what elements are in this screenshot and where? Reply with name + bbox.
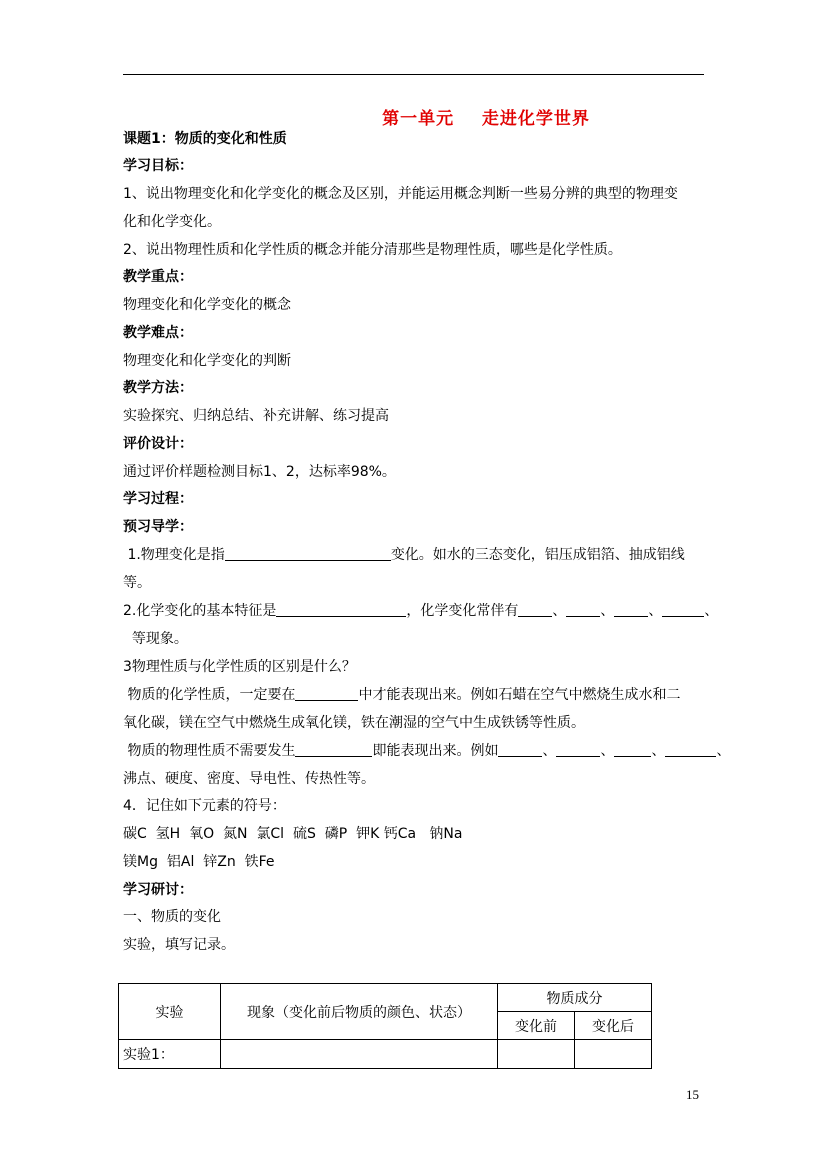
separator: 、 bbox=[600, 603, 615, 619]
blank-2 bbox=[276, 602, 406, 617]
goal-1-line-b: 化和化学变化。 bbox=[123, 214, 221, 230]
question-2 bbox=[123, 602, 718, 620]
separator: 、 bbox=[542, 743, 557, 759]
header-composition: 物质成分 bbox=[498, 984, 652, 1012]
blank-1 bbox=[225, 546, 391, 561]
question-3-chem-prefix: 物质的化学性质，一定要在 bbox=[123, 687, 296, 703]
method-text: 实验探究、归纳总结、补充讲解、练习提高 bbox=[123, 408, 389, 424]
question-1-cont: 等。 bbox=[123, 575, 151, 591]
key-text: 物理变化和化学变化的概念 bbox=[123, 297, 291, 313]
separator: 、 bbox=[600, 743, 615, 759]
process-heading: 学习过程： bbox=[123, 491, 193, 507]
header-after: 变化后 bbox=[575, 1012, 652, 1040]
lesson-title: 课题1：物质的变化和性质 bbox=[123, 131, 287, 147]
header-phenomenon: 现象（变化前后物质的颜色、状态） bbox=[221, 984, 498, 1040]
blank-11 bbox=[614, 742, 651, 757]
eval-text: 通过评价样题检测目标1、2，达标率98%。 bbox=[123, 464, 396, 480]
experiment-intro: 实验，填写记录。 bbox=[123, 937, 235, 953]
separator: 、 bbox=[716, 743, 731, 759]
key-heading: 教学重点： bbox=[123, 269, 193, 285]
separator: 、 bbox=[648, 603, 663, 619]
blank-7 bbox=[295, 686, 358, 701]
page-number: 15 bbox=[686, 1087, 699, 1102]
row-1-after bbox=[575, 1040, 652, 1069]
question-1-prefix: 1.物理变化是指 bbox=[123, 547, 225, 563]
header-before: 变化前 bbox=[498, 1012, 575, 1040]
question-3-phys-prefix: 物质的物理性质不需要发生 bbox=[123, 743, 296, 759]
section-1-heading: 一、物质的变化 bbox=[123, 909, 221, 925]
preview-heading: 预习导学： bbox=[123, 519, 193, 535]
question-4: 4．记住如下元素的符号： bbox=[123, 798, 286, 814]
goals-heading: 学习目标： bbox=[123, 158, 193, 174]
question-2-cont: 等现象。 bbox=[123, 631, 188, 647]
blank-8 bbox=[295, 742, 372, 757]
goal-1-line-a: 1、说出物理变化和化学变化的概念及区别，并能运用概念判断一些易分辨的典型的物理变 bbox=[123, 186, 678, 202]
study-heading: 学习研讨： bbox=[123, 882, 193, 898]
blank-9 bbox=[498, 742, 542, 757]
elements-row-2: 镁Mg 铝Al 锌Zn 铁Fe bbox=[123, 854, 275, 870]
question-3-chem-cont: 氧化碳，镁在空气中燃烧生成氧化镁，铁在潮湿的空气中生成铁锈等性质。 bbox=[123, 715, 585, 731]
goal-2: 2、说出物理性质和化学性质的概念并能分清那些是物理性质，哪些是化学性质。 bbox=[123, 242, 622, 258]
blank-10 bbox=[556, 742, 600, 757]
blank-5 bbox=[614, 602, 648, 617]
unit-title: 第一单元 走进化学世界 bbox=[382, 109, 590, 129]
method-heading: 教学方法： bbox=[123, 380, 193, 396]
row-1-phenomenon bbox=[221, 1040, 498, 1069]
question-2-mid: ，化学变化常伴有 bbox=[406, 603, 519, 619]
header-rule bbox=[123, 74, 704, 75]
question-3-phys bbox=[123, 742, 730, 760]
question-2-prefix: 2.化学变化的基本特征是 bbox=[123, 603, 277, 619]
row-1-label: 实验1： bbox=[119, 1040, 221, 1069]
question-1 bbox=[123, 546, 685, 564]
row-1-before bbox=[498, 1040, 575, 1069]
eval-heading: 评价设计： bbox=[123, 436, 193, 452]
experiment-table bbox=[118, 983, 652, 1069]
difficult-text: 物理变化和化学变化的判断 bbox=[123, 353, 291, 369]
header-experiment: 实验 bbox=[119, 984, 221, 1040]
difficult-heading: 教学难点： bbox=[123, 325, 193, 341]
separator: 、 bbox=[552, 603, 567, 619]
separator: 、 bbox=[651, 743, 666, 759]
blank-6 bbox=[662, 602, 704, 617]
question-3-phys-cont: 沸点、硬度、密度、导电性、传热性等。 bbox=[123, 771, 375, 787]
question-1-suffix: 变化。如水的三态变化，铝压成铝箔、抽成铝线 bbox=[390, 547, 685, 563]
elements-row-1: 碳C 氢H 氧O 氮N 氯Cl 硫S 磷P 钾K 钙Ca 钠Na bbox=[123, 826, 463, 842]
question-3-chem-suffix: 中才能表现出来。例如石蜡在空气中燃烧生成水和二 bbox=[358, 687, 681, 703]
blank-12 bbox=[665, 742, 716, 757]
question-3: 3物理性质与化学性质的区别是什么？ bbox=[123, 659, 356, 675]
question-3-chem bbox=[123, 686, 680, 704]
question-3-phys-mid: 即能表现出来。例如 bbox=[372, 743, 499, 759]
blank-4 bbox=[566, 602, 600, 617]
separator: 、 bbox=[704, 603, 719, 619]
blank-3 bbox=[518, 602, 552, 617]
